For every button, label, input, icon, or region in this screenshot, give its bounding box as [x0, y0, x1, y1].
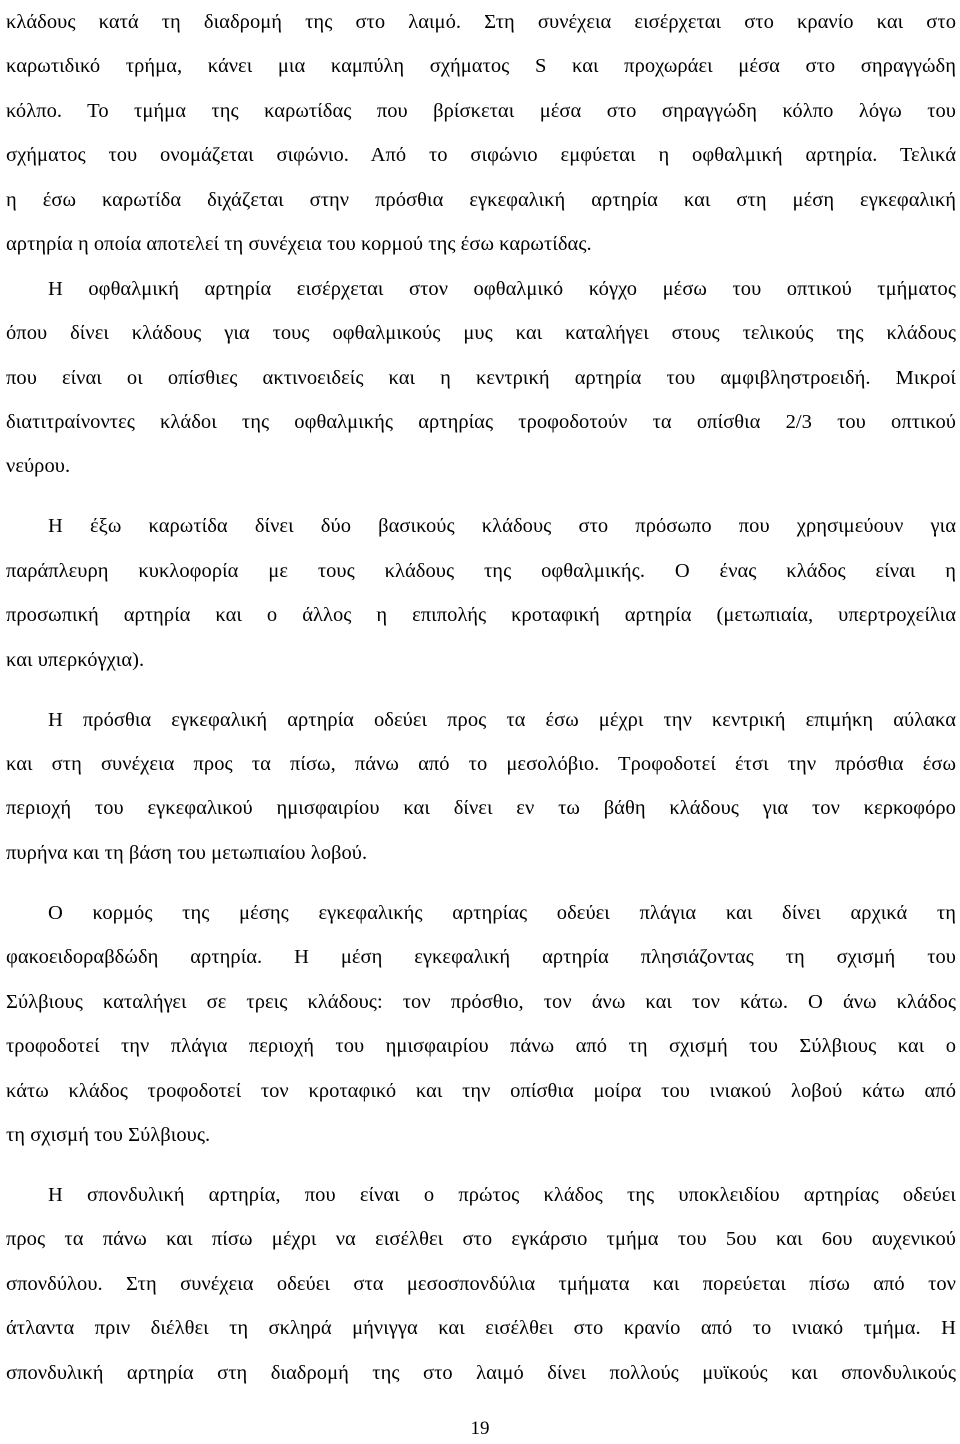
text-line: κάτω κλάδος τροφοδοτεί τον κροταφικό και την οπίσθια μοίρα του ινιακού λοβού κάτω από — [6, 1079, 956, 1102]
text-line: Ο κορμός της μέσης εγκεφαλικής αρτηρίας οδεύει πλάγια και δίνει αρχικά τη — [48, 901, 956, 924]
text-line: πυρήνα και τη βάση του μετωπιαίου λοβού. — [6, 841, 368, 864]
page-number: 19 — [470, 1418, 490, 1439]
text-line: Η οφθαλμική αρτηρία εισέρχεται στον οφθαλμικό κόγχο μέσω του οπτικού τμήματος — [48, 277, 956, 300]
text-line: όπου δίνει κλάδους για τους οφθαλμικούς μυς και καταλήγει στους τελικούς της κλάδους — [6, 322, 956, 345]
paragraph-gap — [6, 682, 956, 698]
text-line: παράπλευρη κυκλοφορία με τους κλάδους της οφθαλμικής. Ο ένας κλάδος είναι η — [6, 559, 956, 582]
text-line: άτλαντα πριν διέλθει τη σκληρά μήνιγγα και εισέλθει στο κρανίο από το ινιακό τμήμα. Η — [6, 1317, 956, 1340]
text-line: τροφοδοτεί την πλάγια περιοχή του ημισφαιρίου πάνω από τη σχισμή του Σύλβιους και ο — [6, 1035, 956, 1058]
paragraph-5 — [6, 891, 956, 1158]
text-line: η έσω καρωτίδα διχάζεται στην πρόσθια εγκεφαλική αρτηρία και στη μέση εγκεφαλική — [6, 188, 956, 211]
text-line: Η πρόσθια εγκεφαλική αρτηρία οδεύει προς τα έσω μέχρι την κεντρική επιμήκη αύλακα — [48, 708, 956, 731]
paragraph-6 — [6, 1173, 956, 1395]
text-line: Σύλβιους καταλήγει σε τρεις κλάδους: τον πρόσθιο, τον άνω και τον κάτω. Ο άνω κλάδος — [6, 990, 956, 1013]
text-line: κλάδους κατά τη διαδρομή της στο λαιμό. Στη συνέχεια εισέρχεται στο κρανίο και στο — [6, 11, 956, 33]
text-line: προσωπική αρτηρία και ο άλλος η επιπολής κροταφική αρτηρία (μετωπιαία, υπερτροχείλια — [6, 604, 956, 627]
text-line: αρτηρία η οποία αποτελεί τη συνέχεια του κορμού της έσω καρωτίδας. — [6, 233, 592, 256]
paragraph-gap — [6, 489, 956, 505]
text-line: Η έξω καρωτίδα δίνει δύο βασικούς κλάδους στο πρόσωπο που χρησιμεύουν για — [48, 515, 956, 538]
text-line: περιοχή του εγκεφαλικού ημισφαιρίου και δίνει εν τω βάθη κλάδους για τον κερκοφόρο — [6, 797, 956, 820]
text-line: και υπερκόγχια). — [6, 648, 145, 671]
text-line: και στη συνέχεια προς τα πίσω, πάνω από το μεσολόβιο. Τροφοδοτεί έτσι την πρόσθια έσω — [6, 753, 956, 775]
paragraph-gap — [6, 875, 956, 891]
text-line: διατιτραίνοντες κλάδοι της οφθαλμικής αρτηρίας τροφοδοτούν τα οπίσθια 2/3 του οπτικού — [6, 410, 956, 433]
text-line: σπονδύλου. Στη συνέχεια οδεύει στα μεσοσπονδύλια τμήματα και πορεύεται πίσω από τον — [6, 1272, 956, 1295]
text-line: νεύρου. — [6, 455, 71, 478]
body-text — [6, 0, 956, 1395]
text-line: κόλπο. Το τμήμα της καρωτίδας που βρίσκεται μέσα στο σηραγγώδη κόλπο λόγω του — [6, 99, 956, 122]
paragraph-4 — [6, 698, 956, 876]
text-line: σχήματος του ονομάζεται σιφώνιο. Από το σιφώνιο εμφύεται η οφθαλμική αρτηρία. Τελικά — [6, 144, 956, 167]
paragraph-2 — [6, 267, 956, 489]
text-line: καρωτιδικό τρήμα, κάνει μια καμπύλη σχήματος S και προχωράει μέσα στο σηραγγώδη — [6, 55, 956, 78]
paragraph-1 — [6, 0, 956, 267]
text-line: προς τα πάνω και πίσω μέχρι να εισέλθει στο εγκάρσιο τμήμα του 5ου και 6ου αυχενικού — [6, 1228, 956, 1251]
text-line: τη σχισμή του Σύλβιους. — [6, 1124, 211, 1146]
text-line: φακοειδοραβδώδη αρτηρία. Η μέση εγκεφαλική αρτηρία πλησιάζοντας τη σχισμή του — [6, 946, 956, 969]
text-line: σπονδυλική αρτηρία στη διαδρομή της στο λαιμό δίνει πολλούς μυϊκούς και σπονδυλικούς — [6, 1361, 956, 1384]
text-line: που είναι οι οπίσθιες ακτινοειδείς και η κεντρική αρτηρία του αμφιβληστροειδή. Μικροί — [6, 366, 956, 389]
paragraph-gap — [6, 1157, 956, 1173]
paragraph-3 — [6, 504, 956, 682]
text-line: Η σπονδυλική αρτηρία, που είναι ο πρώτος κλάδος της υποκλειδίου αρτηρίας οδεύει — [48, 1183, 956, 1206]
